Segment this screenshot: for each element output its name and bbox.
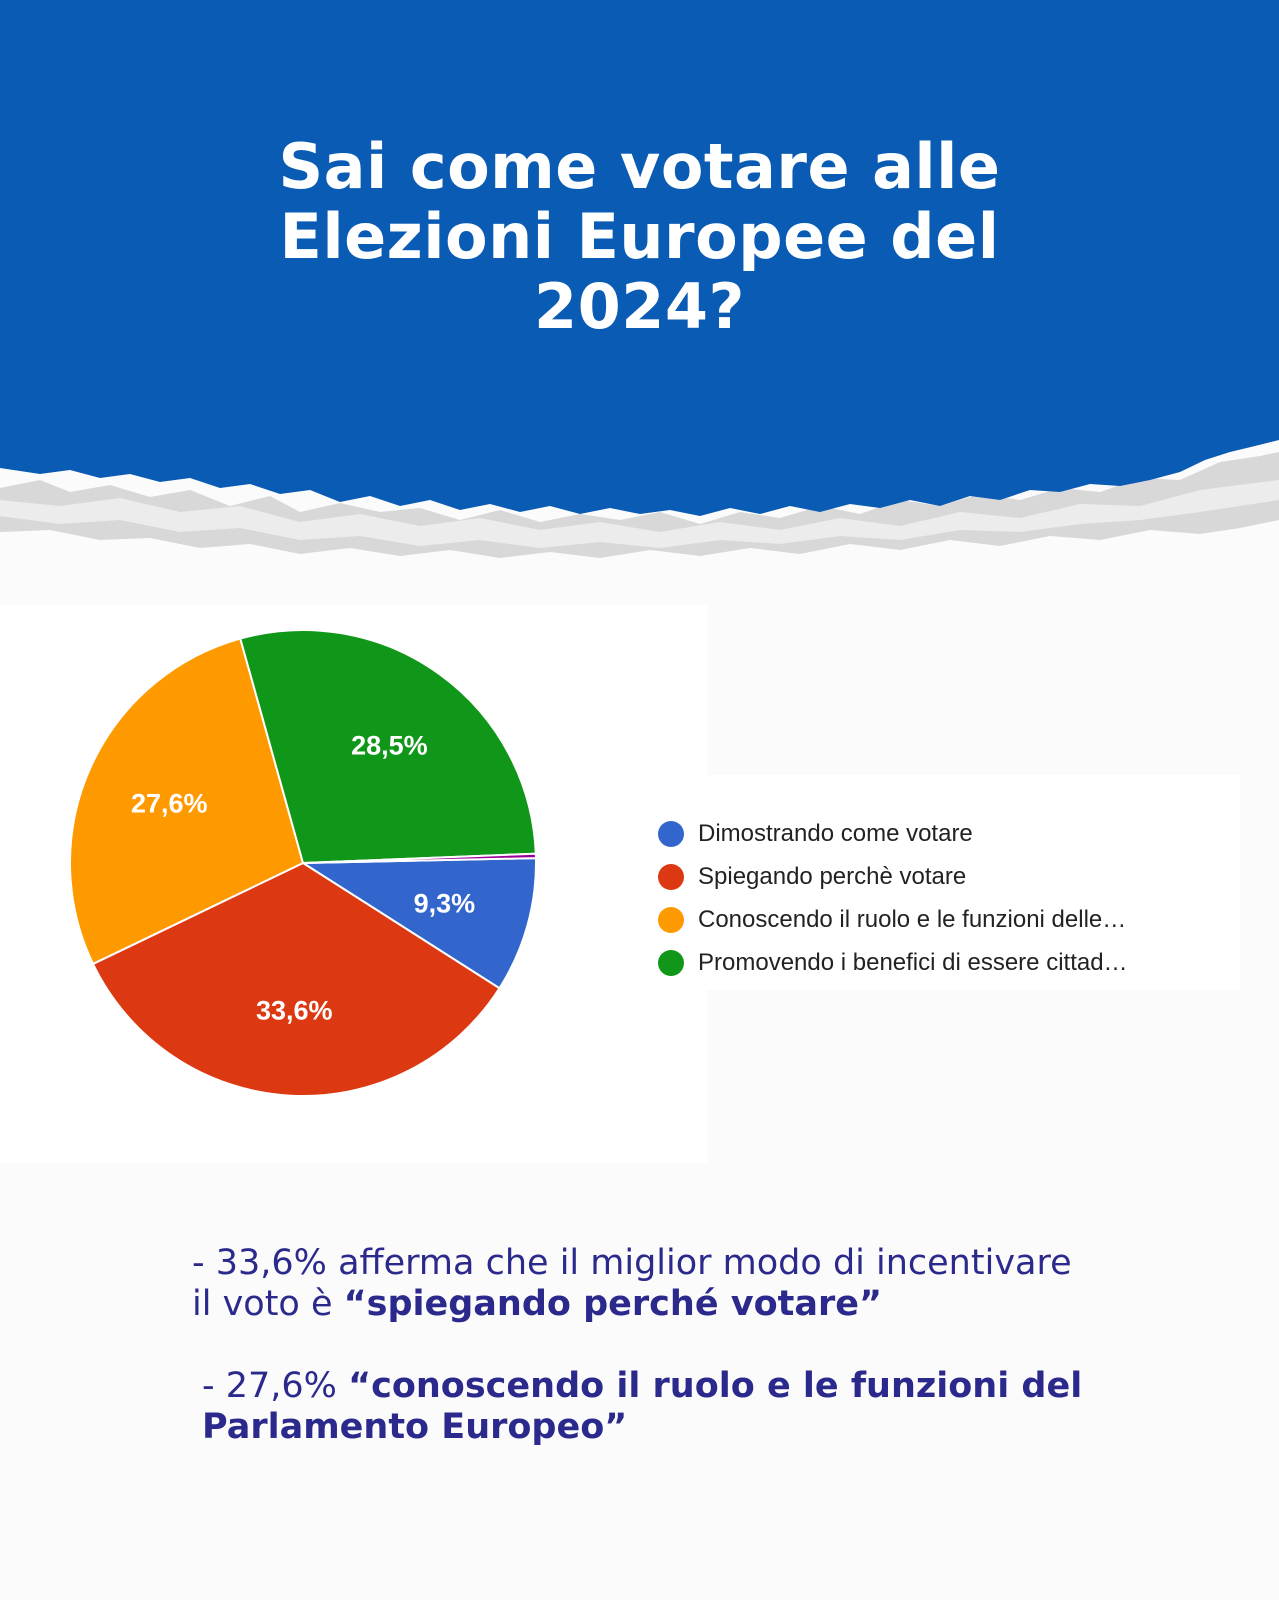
- header-banner: [0, 0, 1279, 560]
- note-1-highlight: “spiegando perché votare”: [343, 1284, 882, 1324]
- pie-slice-label: 28,5%: [351, 730, 428, 761]
- pie-slice-label: 33,6%: [255, 995, 333, 1026]
- pie-slice-label: 27,6%: [130, 788, 208, 819]
- title-line: 2024?: [533, 270, 746, 343]
- title-line: Elezioni Europee del: [279, 200, 1000, 273]
- note-2-text: - 27,6%: [202, 1366, 349, 1406]
- chart-legend: [658, 812, 1128, 984]
- legend-item: [658, 898, 1128, 941]
- page-title: [0, 132, 1279, 342]
- note-1-text: - 33,6% afferma che il miglior modo di incentivare il voto è: [192, 1243, 1072, 1324]
- title-line: Sai come votare alle: [278, 130, 1001, 203]
- note-2: [192, 1366, 1092, 1448]
- note-1: [192, 1243, 1092, 1325]
- legend-item: [658, 855, 1128, 898]
- pie-slice-label: 9,3%: [413, 888, 476, 919]
- pie-chart: [0, 605, 707, 1163]
- legend-swatch-blue: [658, 821, 684, 847]
- legend-item: [658, 812, 1128, 855]
- legend-swatch-red: [658, 864, 684, 890]
- legend-label: Conoscendo il ruolo e le funzioni delle…: [698, 905, 1127, 933]
- legend-swatch-green: [658, 950, 684, 976]
- legend-label: Spiegando perchè votare: [698, 862, 967, 890]
- legend-label: Dimostrando come votare: [698, 819, 973, 847]
- legend-label: Promovendo i benefici di essere cittad…: [698, 948, 1128, 976]
- legend-item: [658, 941, 1128, 984]
- note-2-highlight: “conoscendo il ruolo e le funzioni del Parlamento Europeo”: [202, 1366, 1083, 1447]
- summary-notes: [192, 1243, 1092, 1448]
- legend-swatch-orange: [658, 907, 684, 933]
